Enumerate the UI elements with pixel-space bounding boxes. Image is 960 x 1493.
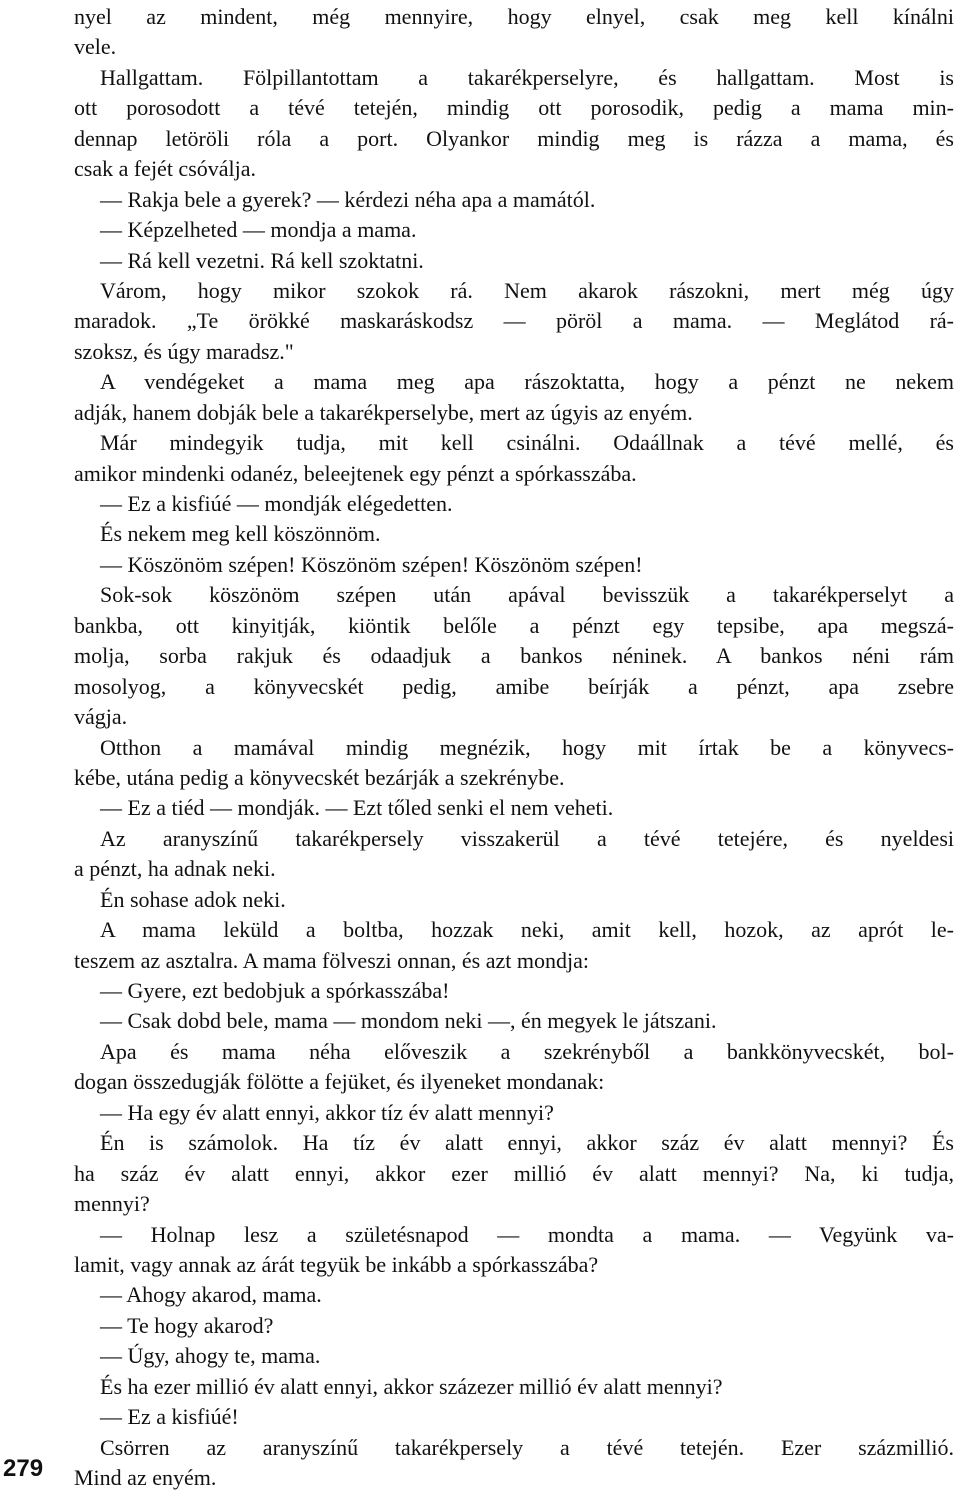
text-line: molja, sorba rakjuk és odaadjuk a bankos néninek. A bankos néni rám [74,643,954,669]
text-line: — Rá kell vezetni. Rá kell szoktatni. [100,247,424,273]
text-line: vágja. [74,704,128,730]
text-line: Otthon a mamával mindig megnézik, hogy mit írtak be a könyvecs- [100,734,954,760]
text-line: lamit, vagy annak az árát tegyük be inkább a spórkasszába? [74,1251,599,1277]
text-line: És nekem meg kell köszönnöm. [100,521,381,547]
text-line: adják, hanem dobják bele a takarékperselybe, mert az úgyis az enyém. [74,399,693,425]
text-line: — Gyere, ezt bedobjuk a spórkasszába! [100,978,450,1003]
text-line: csak a fejét csóválja. [74,156,257,182]
text-line: Mind az enyém. [74,1465,217,1490]
text-line: — Ez a kisfiúé! [100,1404,239,1430]
text-line: Én sohase adok neki. [100,886,286,912]
text-line: — Köszönöm szépen! Köszönöm szépen! Köszönöm szépen! [100,551,643,577]
text-line: ha száz év alatt ennyi, akkor ezer millió év alatt mennyi? Na, ki tudja, [74,1160,954,1186]
text-line: — Ahogy akarod, mama. [100,1282,322,1308]
text-line: vele. [74,34,117,60]
text-line: kébe, utána pedig a könyvecskét bezárják a szekrénybe. [74,764,565,790]
text-line: Apa és mama néha előveszik a szekrényből a bankkönyvecskét, bol- [100,1038,954,1064]
text-line: — Holnap lesz a születésnapod — mondta a mama. — Vegyünk va- [100,1221,954,1247]
text-line: — Ez a tiéd — mondják. — Ezt tőled senki el nem veheti. [100,795,614,821]
text-line: a pénzt, ha adnak neki. [74,856,276,882]
text-line: Sok-sok köszönöm szépen után apával bevisszük a takarékperselyt a [100,582,954,608]
text-line: mosolyog, a könyvecskét pedig, amibe beírják a pénzt, apa zsebre [74,673,954,699]
page-number: 279 [3,1455,44,1482]
text-line: — Képzelheted — mondja a mama. [100,217,417,243]
text-line: A mama leküld a boltba, hozzak neki, amit kell, hozok, az aprót le- [100,917,954,943]
text-line: amikor mindenki odanéz, beleejtenek egy pénzt a spórkasszába. [74,460,637,486]
text-line: mennyi? [74,1191,150,1217]
text-line: És ha ezer millió év alatt ennyi, akkor százezer millió év alatt mennyi? [100,1373,723,1399]
text-line: Hallgattam. Fölpillantottam a takarékperselyre, és hallgattam. Most is [100,64,954,90]
text-line: — Csak dobd bele, mama — mondom neki —, én megyek le játszani. [100,1008,717,1034]
text-line: Várom, hogy mikor szokok rá. Nem akarok rászokni, mert még úgy [100,277,954,303]
text-line: szoksz, és úgy maradsz." [74,338,294,364]
text-line: teszem az asztalra. A mama fölveszi onnan, és azt mondja: [74,947,589,973]
text-line: dogan összedugják fölötte a fejüket, és ilyeneket mondanak: [74,1069,605,1095]
text-line: — Úgy, ahogy te, mama. [100,1343,321,1369]
text-line: Már mindegyik tudja, mit kell csinálni. Odaállnak a tévé mellé, és [100,430,954,456]
text-line: — Ha egy év alatt ennyi, akkor tíz év alatt mennyi? [100,1099,554,1125]
text-line: nyel az mindent, még mennyire, hogy elnyel, csak meg kell kínálni [74,4,954,29]
text-line: A vendégeket a mama meg apa rászoktatta, hogy a pénzt ne nekem [100,369,954,395]
text-line: maradok. „Te örökké maskaráskodsz — pöröl a mama. — Meglátod rá- [74,308,954,334]
text-line: dennap letöröli róla a port. Olyankor mindig meg is rázza a mama, és [74,125,954,151]
text-line: — Ez a kisfiúé — mondják elégedetten. [100,491,453,516]
text-line: Én is számolok. Ha tíz év alatt ennyi, akkor száz év alatt mennyi? És [100,1130,954,1156]
text-line: bankba, ott kinyitják, kiöntik belőle a pénzt egy tepsibe, apa megszá- [74,612,954,638]
text-line: Az aranyszínű takarékpersely visszakerül a tévé tetejére, és nyeldesi [100,825,954,851]
text-line: — Te hogy akarod? [100,1312,274,1338]
text-line: — Rakja bele a gyerek? — kérdezi néha apa a mamától. [100,186,596,212]
body-text [74,2,954,1493]
text-line: ott porosodott a tévé tetején, mindig ott porosodik, pedig a mama min- [74,95,954,121]
text-line: Csörren az aranyszínű takarékpersely a tévé tetején. Ezer százmillió. [100,1434,954,1460]
